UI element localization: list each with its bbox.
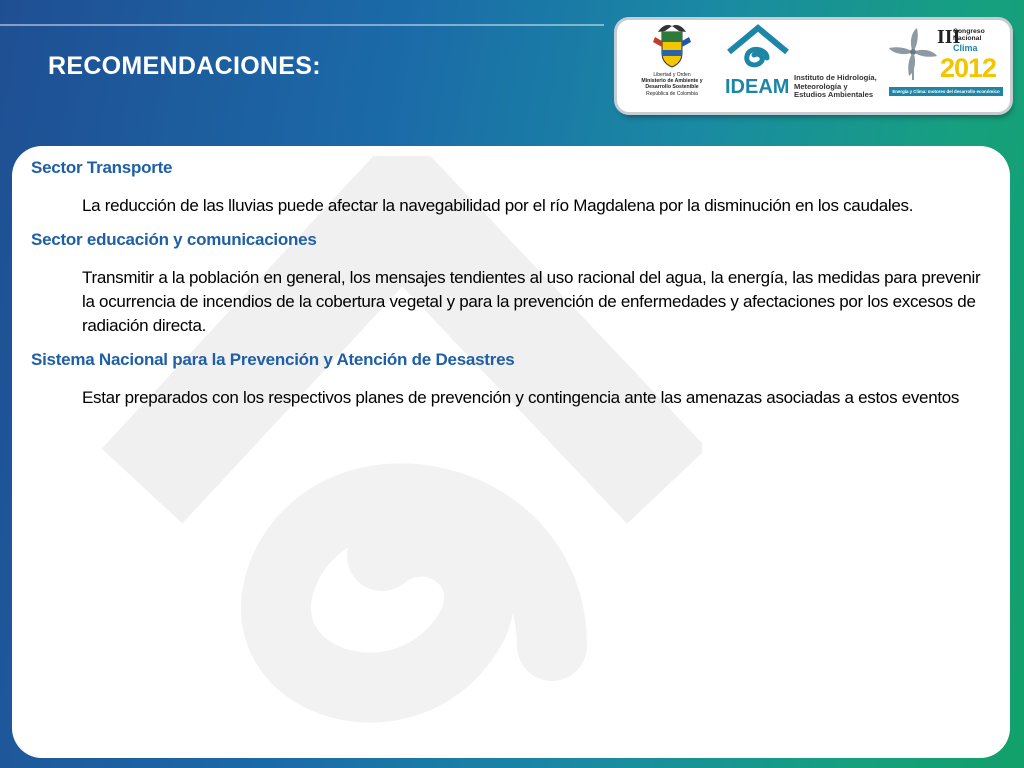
ministerio-motto: Libertad y Orden — [653, 72, 691, 78]
section-body-transporte: La reducción de las lluvias puede afectar la navegabilidad por el río Magdalena por la disminución en los caudales. — [82, 196, 914, 215]
section-heading-transporte: Sector Transporte — [31, 158, 173, 177]
section-heading-desastres: Sistema Nacional para la Prevención y Atención de Desastres — [31, 350, 515, 369]
section-body-desastres: Estar preparados con los respectivos planes de prevención y contingencia ante las amenazas asociadas a estos eventos — [82, 388, 960, 407]
ideam-desc-line1: Instituto de Hidrología, — [794, 73, 877, 82]
ideam-acronym: IDEAM — [725, 76, 790, 98]
congreso-logo — [887, 24, 1007, 108]
congreso-tagline: Energía y Clima: motores del desarrollo económico — [889, 87, 1003, 96]
content-card — [12, 146, 1010, 758]
ministerio-name-line1: Ministerio de Ambiente y — [641, 78, 703, 85]
ministerio-logo — [637, 23, 707, 107]
ministerio-text — [637, 72, 707, 97]
congreso-text — [953, 29, 985, 43]
congreso-roman: III — [937, 26, 961, 48]
header-divider — [0, 24, 604, 26]
congreso-line1: Congreso — [953, 28, 985, 35]
congreso-line2: Nacional — [953, 34, 982, 42]
congreso-clima: Clima — [953, 43, 978, 53]
recommendations — [31, 156, 991, 420]
colombia-coat-of-arms-icon — [637, 23, 707, 71]
ideam-logo-icon — [723, 24, 793, 74]
ideam-desc-line2: Meteorología y — [794, 81, 848, 91]
ideam-logo — [721, 24, 881, 106]
logo-panel — [617, 20, 1010, 112]
ministerio-country: República de Colombia — [646, 90, 698, 97]
ideam-desc-line3: Estudios Ambientales — [794, 90, 874, 100]
ideam-description — [794, 74, 877, 100]
windmill-icon — [887, 26, 939, 82]
congreso-year: 2012 — [940, 53, 997, 83]
page-title: RECOMENDACIONES: — [48, 52, 321, 80]
ministerio-name-line2: Desarrollo Sostenible — [645, 84, 699, 91]
section-heading-educacion: Sector educación y comunicaciones — [31, 230, 317, 249]
section-body-educacion: Transmitir a la población en general, los mensajes tendientes al uso racional del agua, la energía, las medidas para prevenir la ocurrencia de incendios de la cobertura vegetal y para la prevención de enfermedades y afectaciones por los excesos de radiación directa. — [82, 268, 981, 335]
